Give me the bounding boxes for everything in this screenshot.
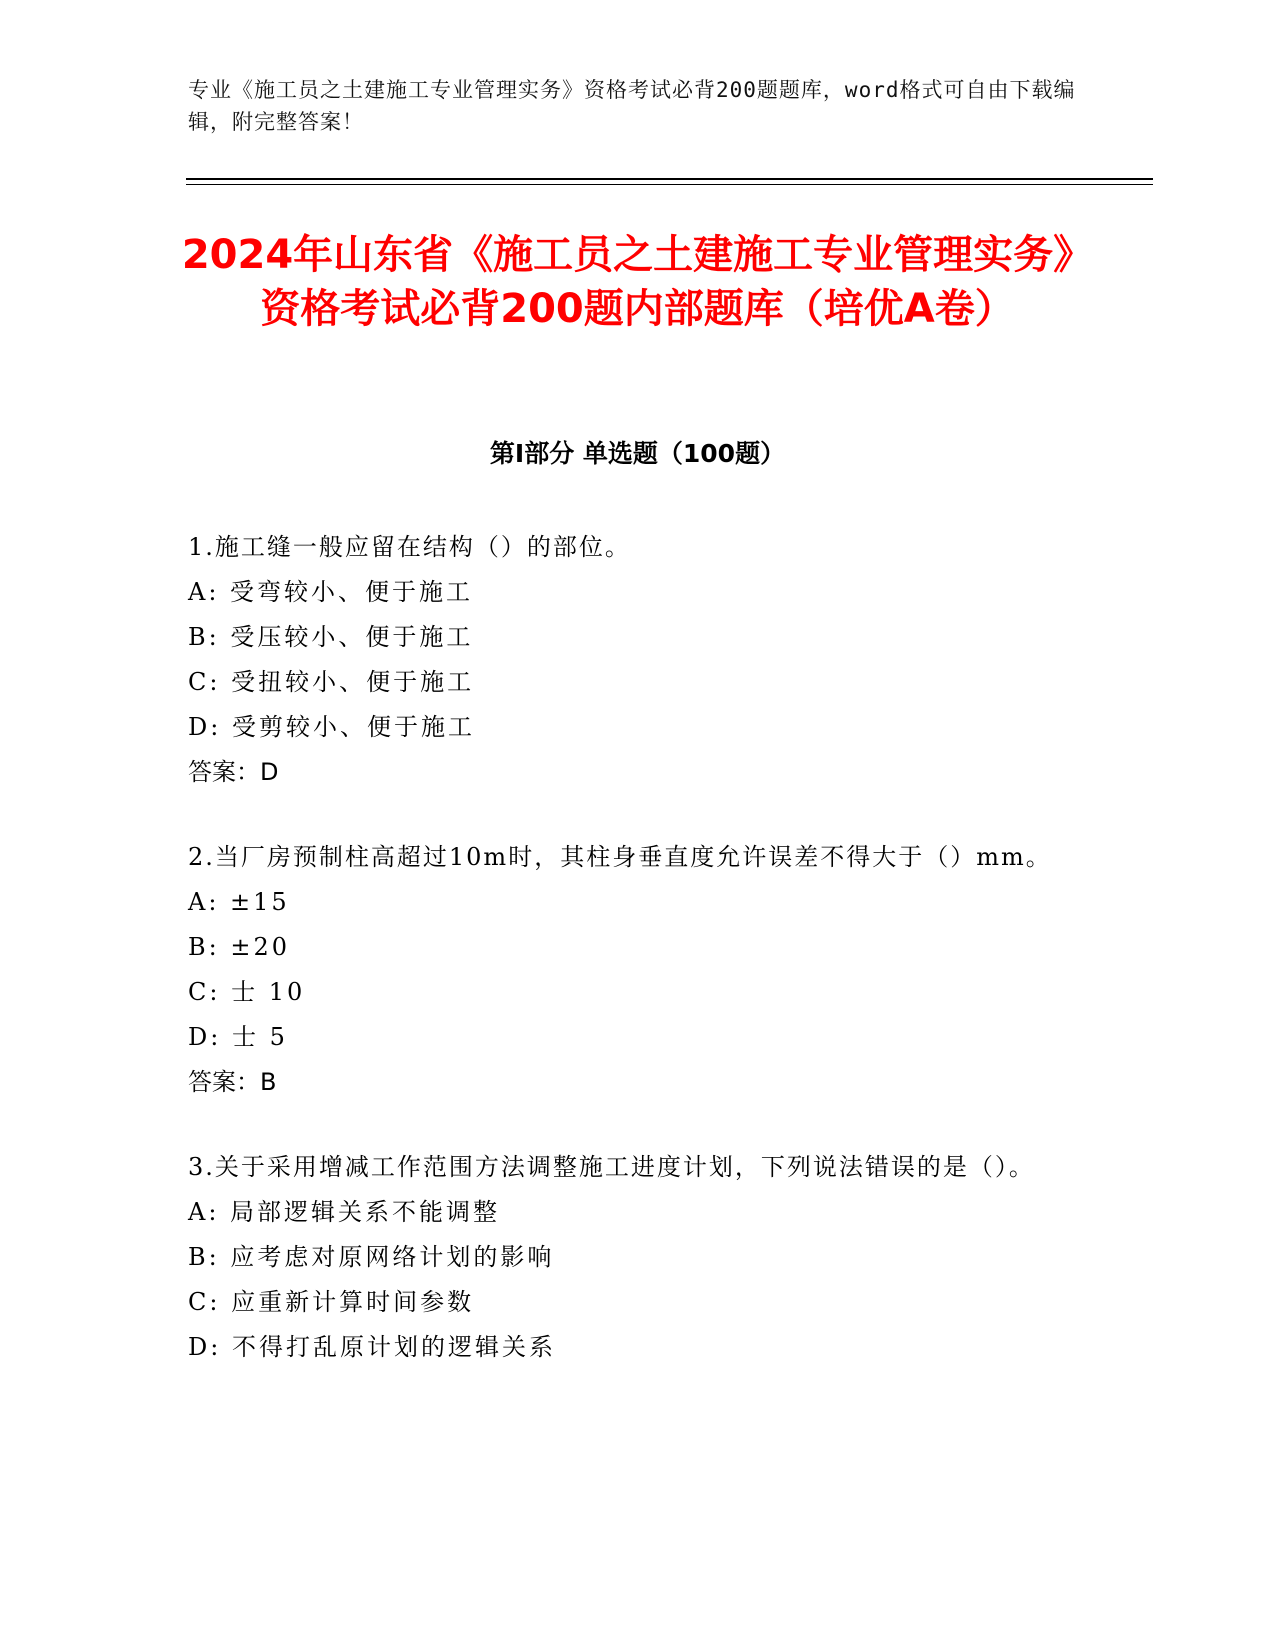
option-d: D: 士 5 (188, 1023, 288, 1051)
question-stem: 2.当厂房预制柱高超过10m时，其柱身垂直度允许误差不得大于（）mm。 (188, 843, 1052, 871)
option-d: D: 受剪较小、便于施工 (188, 713, 475, 741)
question-2 (188, 835, 1068, 1105)
header-rule-thick (186, 178, 1153, 180)
document-title: 2024年山东省《施工员之土建施工专业管理实务》资格考试必背200题内部题库（培优A卷） (181, 232, 1094, 332)
section-title: 第Ⅰ部分 单选题（100题） (489, 439, 786, 468)
header-note: 专业《施工员之土建施工专业管理实务》资格考试必背200题题库，word格式可自由下载编辑，附完整答案！ (188, 78, 1076, 134)
answer: 答案：D (188, 758, 279, 786)
option-a: A: 局部逻辑关系不能调整 (188, 1198, 501, 1226)
header-rule-thin (186, 184, 1153, 185)
question-1 (188, 525, 1068, 795)
question-stem: 1.施工缝一般应留在结构（）的部位。 (188, 533, 631, 561)
question-list (188, 525, 1068, 1410)
option-c: C: 应重新计算时间参数 (188, 1288, 475, 1316)
option-d: D: 不得打乱原计划的逻辑关系 (188, 1333, 556, 1361)
option-b: B: 应考虑对原网络计划的影响 (188, 1243, 555, 1271)
option-b: B: 受压较小、便于施工 (188, 623, 474, 651)
option-b: B: ±20 (188, 933, 290, 961)
option-a: A: 受弯较小、便于施工 (188, 578, 474, 606)
answer: 答案：B (188, 1068, 277, 1096)
question-stem: 3.关于采用增减工作范围方法调整施工进度计划，下列说法错误的是（）。 (188, 1153, 1035, 1181)
question-3 (188, 1145, 1068, 1370)
option-a: A: ±15 (188, 888, 290, 916)
option-c: C: 士 10 (188, 978, 306, 1006)
option-c: C: 受扭较小、便于施工 (188, 668, 475, 696)
